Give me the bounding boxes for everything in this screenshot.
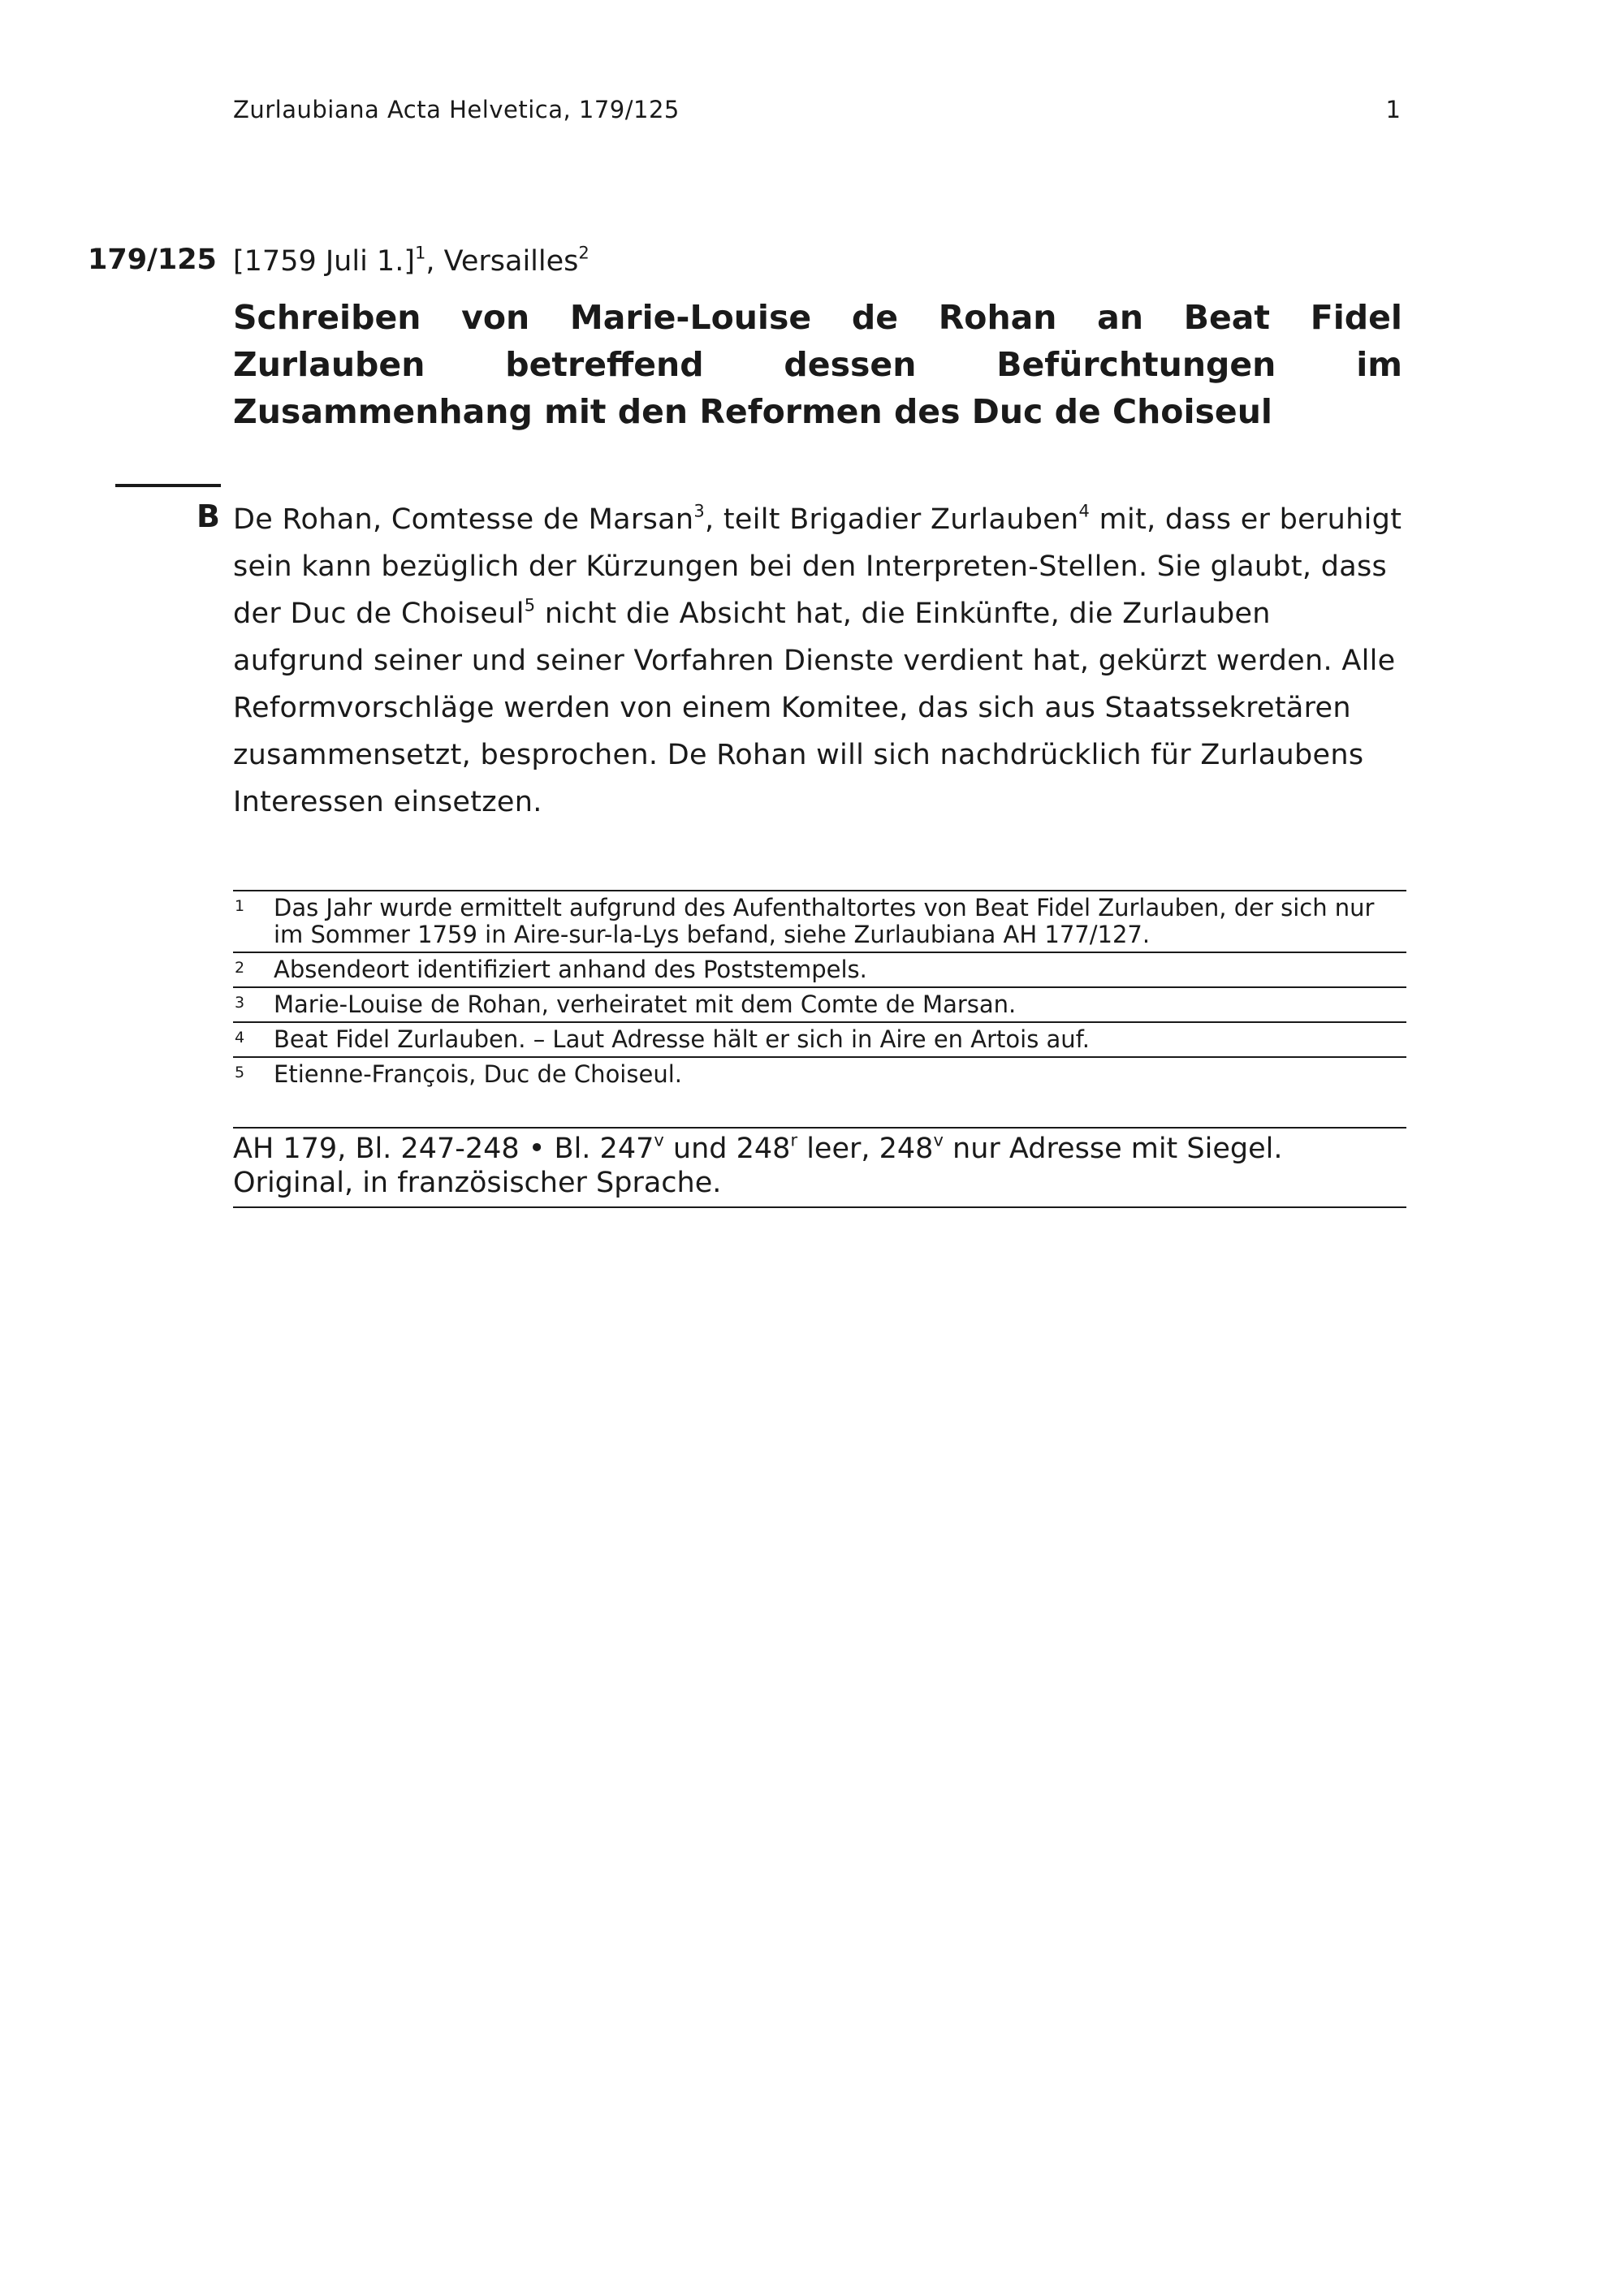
page-number: 1 <box>1385 96 1401 123</box>
date: [1759 Juli 1.] <box>233 245 415 278</box>
source-sup: r <box>790 1130 798 1150</box>
footnote-ref-3[interactable]: 3 <box>693 501 706 521</box>
source-text: und 248 <box>663 1133 791 1165</box>
footnote-number: 1 <box>235 897 245 915</box>
footnote <box>233 952 1406 986</box>
footnote-ref-5[interactable]: 5 <box>524 595 536 615</box>
footnote-text: Absendeort identifiziert anhand des Poststempels. <box>274 956 867 983</box>
source-text: nur Adresse mit Siegel. <box>943 1133 1283 1165</box>
summary-paragraph <box>233 496 1402 826</box>
section-rule <box>115 484 221 487</box>
source-line-2: Original, in französischer Sprache. <box>233 1167 722 1199</box>
summary-text: nicht die Absicht hat, die Einkünfte, die Zurlauben aufgrund seiner und seiner Vorfahren Dienste verdient hat, gekürzt werden. Alle Reformvorschläge werden von einem Komitee, das sich aus Staatssekretären zusammensetzt, besprochen. De Rohan will sich nachdrücklich für Zurlaubens Interessen einsetzen. <box>233 598 1396 818</box>
summary-text: mit, dass er beruhigt sein kann bezüglich der Kürzungen bei den Interpreten-Stellen. Sie glaubt, dass der Duc de Choiseul <box>233 503 1402 630</box>
footnote <box>233 1021 1406 1056</box>
source-text: AH 179, Bl. 247-248 • Bl. 247 <box>233 1133 654 1165</box>
footnote-ref-2[interactable]: 2 <box>578 243 590 263</box>
source-sup: v <box>654 1130 664 1150</box>
footnote-ref-1[interactable]: 1 <box>414 243 426 263</box>
footnote-text: Marie-Louise de Rohan, verheiratet mit dem Comte de Marsan. <box>274 990 1017 1018</box>
footnote-number: 5 <box>235 1064 245 1081</box>
source-text: leer, 248 <box>797 1133 934 1165</box>
source-sup: v <box>933 1130 944 1150</box>
footnote <box>233 890 1406 952</box>
footnote-text: Das Jahr wurde ermittelt aufgrund des Aufenthaltortes von Beat Fidel Zurlauben, der sich nur im Sommer 1759 in Aire-sur-la-Lys befand, siehe Zurlaubiana AH 177/127. <box>274 894 1375 948</box>
footnotes <box>233 890 1406 1091</box>
footnote-number: 2 <box>235 959 245 977</box>
footnote-number: 4 <box>235 1029 245 1047</box>
footnote-number: 3 <box>235 994 245 1012</box>
footnote <box>233 1056 1406 1091</box>
footnote-text: Etienne-François, Duc de Choiseul. <box>274 1060 682 1088</box>
summary-text: De Rohan, Comtesse de Marsan <box>233 503 694 536</box>
source-line-1 <box>233 1132 1406 1166</box>
dateline-separator: , <box>425 245 444 278</box>
footnote <box>233 986 1406 1021</box>
section-marker: B <box>197 498 220 534</box>
place: Versailles <box>443 245 579 278</box>
footnote-text: Beat Fidel Zurlauben. – Laut Adresse hält er sich in Aire en Artois auf. <box>274 1025 1091 1053</box>
dateline <box>233 245 590 278</box>
footnote-ref-4[interactable]: 4 <box>1078 501 1091 521</box>
summary-text: , teilt Brigadier Zurlauben <box>705 503 1079 536</box>
source-note <box>233 1127 1406 1208</box>
document-number: 179/125 <box>88 244 217 276</box>
document-title: Schreiben von Marie-Louise de Rohan an Beat Fidel Zurlauben betreffend dessen Befürchtungen im Zusammenhang mit den Reformen des Duc de Choiseul <box>233 298 1402 431</box>
running-head: Zurlaubiana Acta Helvetica, 179/125 <box>233 96 680 123</box>
